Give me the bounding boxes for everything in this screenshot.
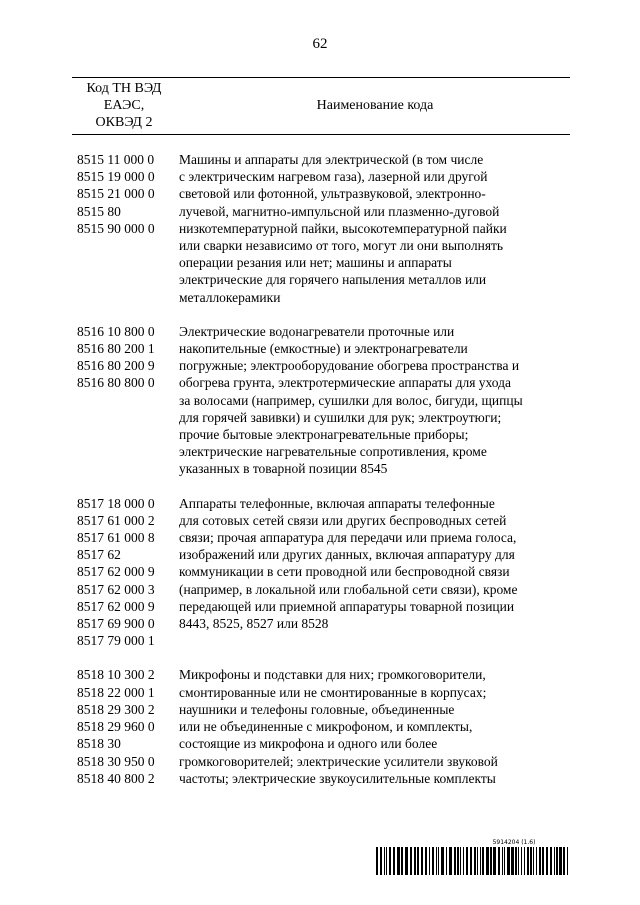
- header-code-column: [72, 80, 176, 131]
- hs-code: 8517 62 000 9: [77, 564, 155, 580]
- code-cell: [77, 495, 179, 650]
- hs-code: 8515 90 000 0: [77, 220, 155, 236]
- barcode-label: 5914204 (1.6): [492, 839, 536, 846]
- hs-code: 8517 61 000 2: [77, 512, 155, 528]
- hs-code: 8517 62: [77, 547, 121, 563]
- description-cell: [179, 666, 572, 786]
- description-line: коммуникации в сети проводной или беспроводной связи: [179, 564, 510, 580]
- description-line: передающей или приемной аппаратуры товарной позиции: [179, 598, 515, 614]
- description-line: или сварки независимо от того, могут ли они выполнять: [179, 238, 504, 254]
- hs-code: 8517 62 000 3: [77, 581, 155, 597]
- description-line: Микрофоны и подставки для них; громкоговорители,: [179, 667, 486, 683]
- hs-code: 8518 29 300 2: [77, 701, 155, 717]
- hs-code: 8518 29 960 0: [77, 719, 155, 735]
- hs-code: 8517 69 900 0: [77, 616, 155, 632]
- description-line: за волосами (например, сушилки для волос, бигуди, щипцы: [179, 392, 523, 408]
- hs-code: 8518 10 300 2: [77, 667, 155, 683]
- description-line: или не объединенные с микрофоном, и комплекты,: [179, 719, 473, 735]
- description-line: громкоговорителей; электрические усилители звуковой: [179, 753, 498, 769]
- description-line: прочие бытовые электронагревательные приборы;: [179, 427, 469, 443]
- hs-code: 8516 80 800 0: [77, 375, 155, 391]
- table-header-rule: [72, 134, 570, 135]
- description-line: металлокерамики: [179, 289, 281, 305]
- description-line: лучевой, магнитно-импульсной или плазменно-дуговой: [179, 203, 500, 219]
- hs-code: 8517 79 000 1: [77, 633, 155, 649]
- table-row: [77, 323, 572, 478]
- page-number: 62: [312, 36, 328, 52]
- description-line: низкотемпературной пайки, высокотемпературной пайки: [179, 220, 507, 236]
- description-line: для сотовых сетей связи или других беспроводных сетей: [179, 512, 507, 528]
- description-line: частоты; электрические звукоусилительные комплекты: [179, 770, 496, 786]
- description-line: Электрические водонагреватели проточные или: [179, 323, 455, 339]
- description-line: для горячей завивки) и сушилки для рук; электроутюги;: [179, 409, 502, 425]
- description-line: смонтированные или не смонтированные в корпусах;: [179, 684, 487, 700]
- hs-code: 8518 30: [77, 736, 121, 752]
- table-row: [77, 495, 572, 650]
- description-cell: [179, 323, 572, 478]
- hs-code: 8515 21 000 0: [77, 186, 155, 202]
- description-line: изображений или других данных, включая аппаратуру для: [179, 547, 515, 563]
- hs-code: 8515 11 000 0: [77, 152, 155, 167]
- hs-code: 8516 80 200 1: [77, 341, 155, 357]
- description-line: операции резания или нет; машины и аппараты: [179, 255, 452, 271]
- description-line: световой или фотонной, ультразвуковой, электронно-: [179, 186, 486, 202]
- code-cell: [77, 323, 179, 478]
- code-entries-list: [77, 151, 572, 804]
- description-line: состоящие из микрофона и одного или более: [179, 736, 438, 752]
- header-name-column: Наименование кода: [316, 98, 434, 113]
- header-code-line: ЕАЭС,: [103, 98, 145, 113]
- description-line: связи; прочая аппаратура для передачи или приема голоса,: [179, 530, 517, 546]
- hs-code: 8518 40 800 2: [77, 770, 155, 786]
- hs-code: 8517 62 000 9: [77, 598, 155, 614]
- hs-code: 8518 30 950 0: [77, 753, 155, 769]
- table-top-rule: [72, 77, 570, 78]
- table-row: [77, 666, 572, 786]
- hs-code: 8516 10 800 0: [77, 323, 155, 339]
- description-line: обогрева грунта, электротермические аппараты для ухода: [179, 375, 512, 391]
- hs-code: 8515 80: [77, 203, 121, 219]
- description-cell: [179, 495, 572, 650]
- hs-code: 8516 80 200 9: [77, 358, 155, 374]
- description-line: наушники и телефоны головные, объединенные: [179, 701, 455, 717]
- table-row: [77, 151, 572, 306]
- description-line: электрические для горячего напыления металлов или: [179, 272, 487, 288]
- description-line: накопительные (емкостные) и электронагреватели: [179, 341, 468, 357]
- description-line: погружные; электрооборудование обогрева пространства и: [179, 358, 520, 374]
- footer-barcode: [376, 838, 570, 875]
- description-line: указанных в товарной позиции 8545: [179, 461, 388, 477]
- code-cell: [77, 151, 179, 306]
- header-code-line: Код ТН ВЭД: [86, 81, 162, 96]
- description-cell: [179, 151, 572, 306]
- description-line: Аппараты телефонные, включая аппараты телефонные: [179, 495, 495, 511]
- hs-code: 8518 22 000 1: [77, 684, 155, 700]
- hs-code: 8517 61 000 8: [77, 530, 155, 546]
- hs-code: 8517 18 000 0: [77, 495, 155, 511]
- header-code-line: ОКВЭД 2: [95, 115, 153, 130]
- description-line: с электрическим нагревом газа), лазерной или другой: [179, 169, 488, 185]
- barcode-icon: [376, 847, 570, 875]
- hs-code: 8515 19 000 0: [77, 169, 155, 185]
- description-line: (например, в локальной или глобальной сети связи), кроме: [179, 581, 518, 597]
- description-line: Машины и аппараты для электрической (в том числе: [179, 152, 484, 167]
- description-line: 8443, 8525, 8527 или 8528: [179, 616, 329, 632]
- description-line: электрические нагревательные сопротивления, кроме: [179, 444, 487, 460]
- code-cell: [77, 666, 179, 786]
